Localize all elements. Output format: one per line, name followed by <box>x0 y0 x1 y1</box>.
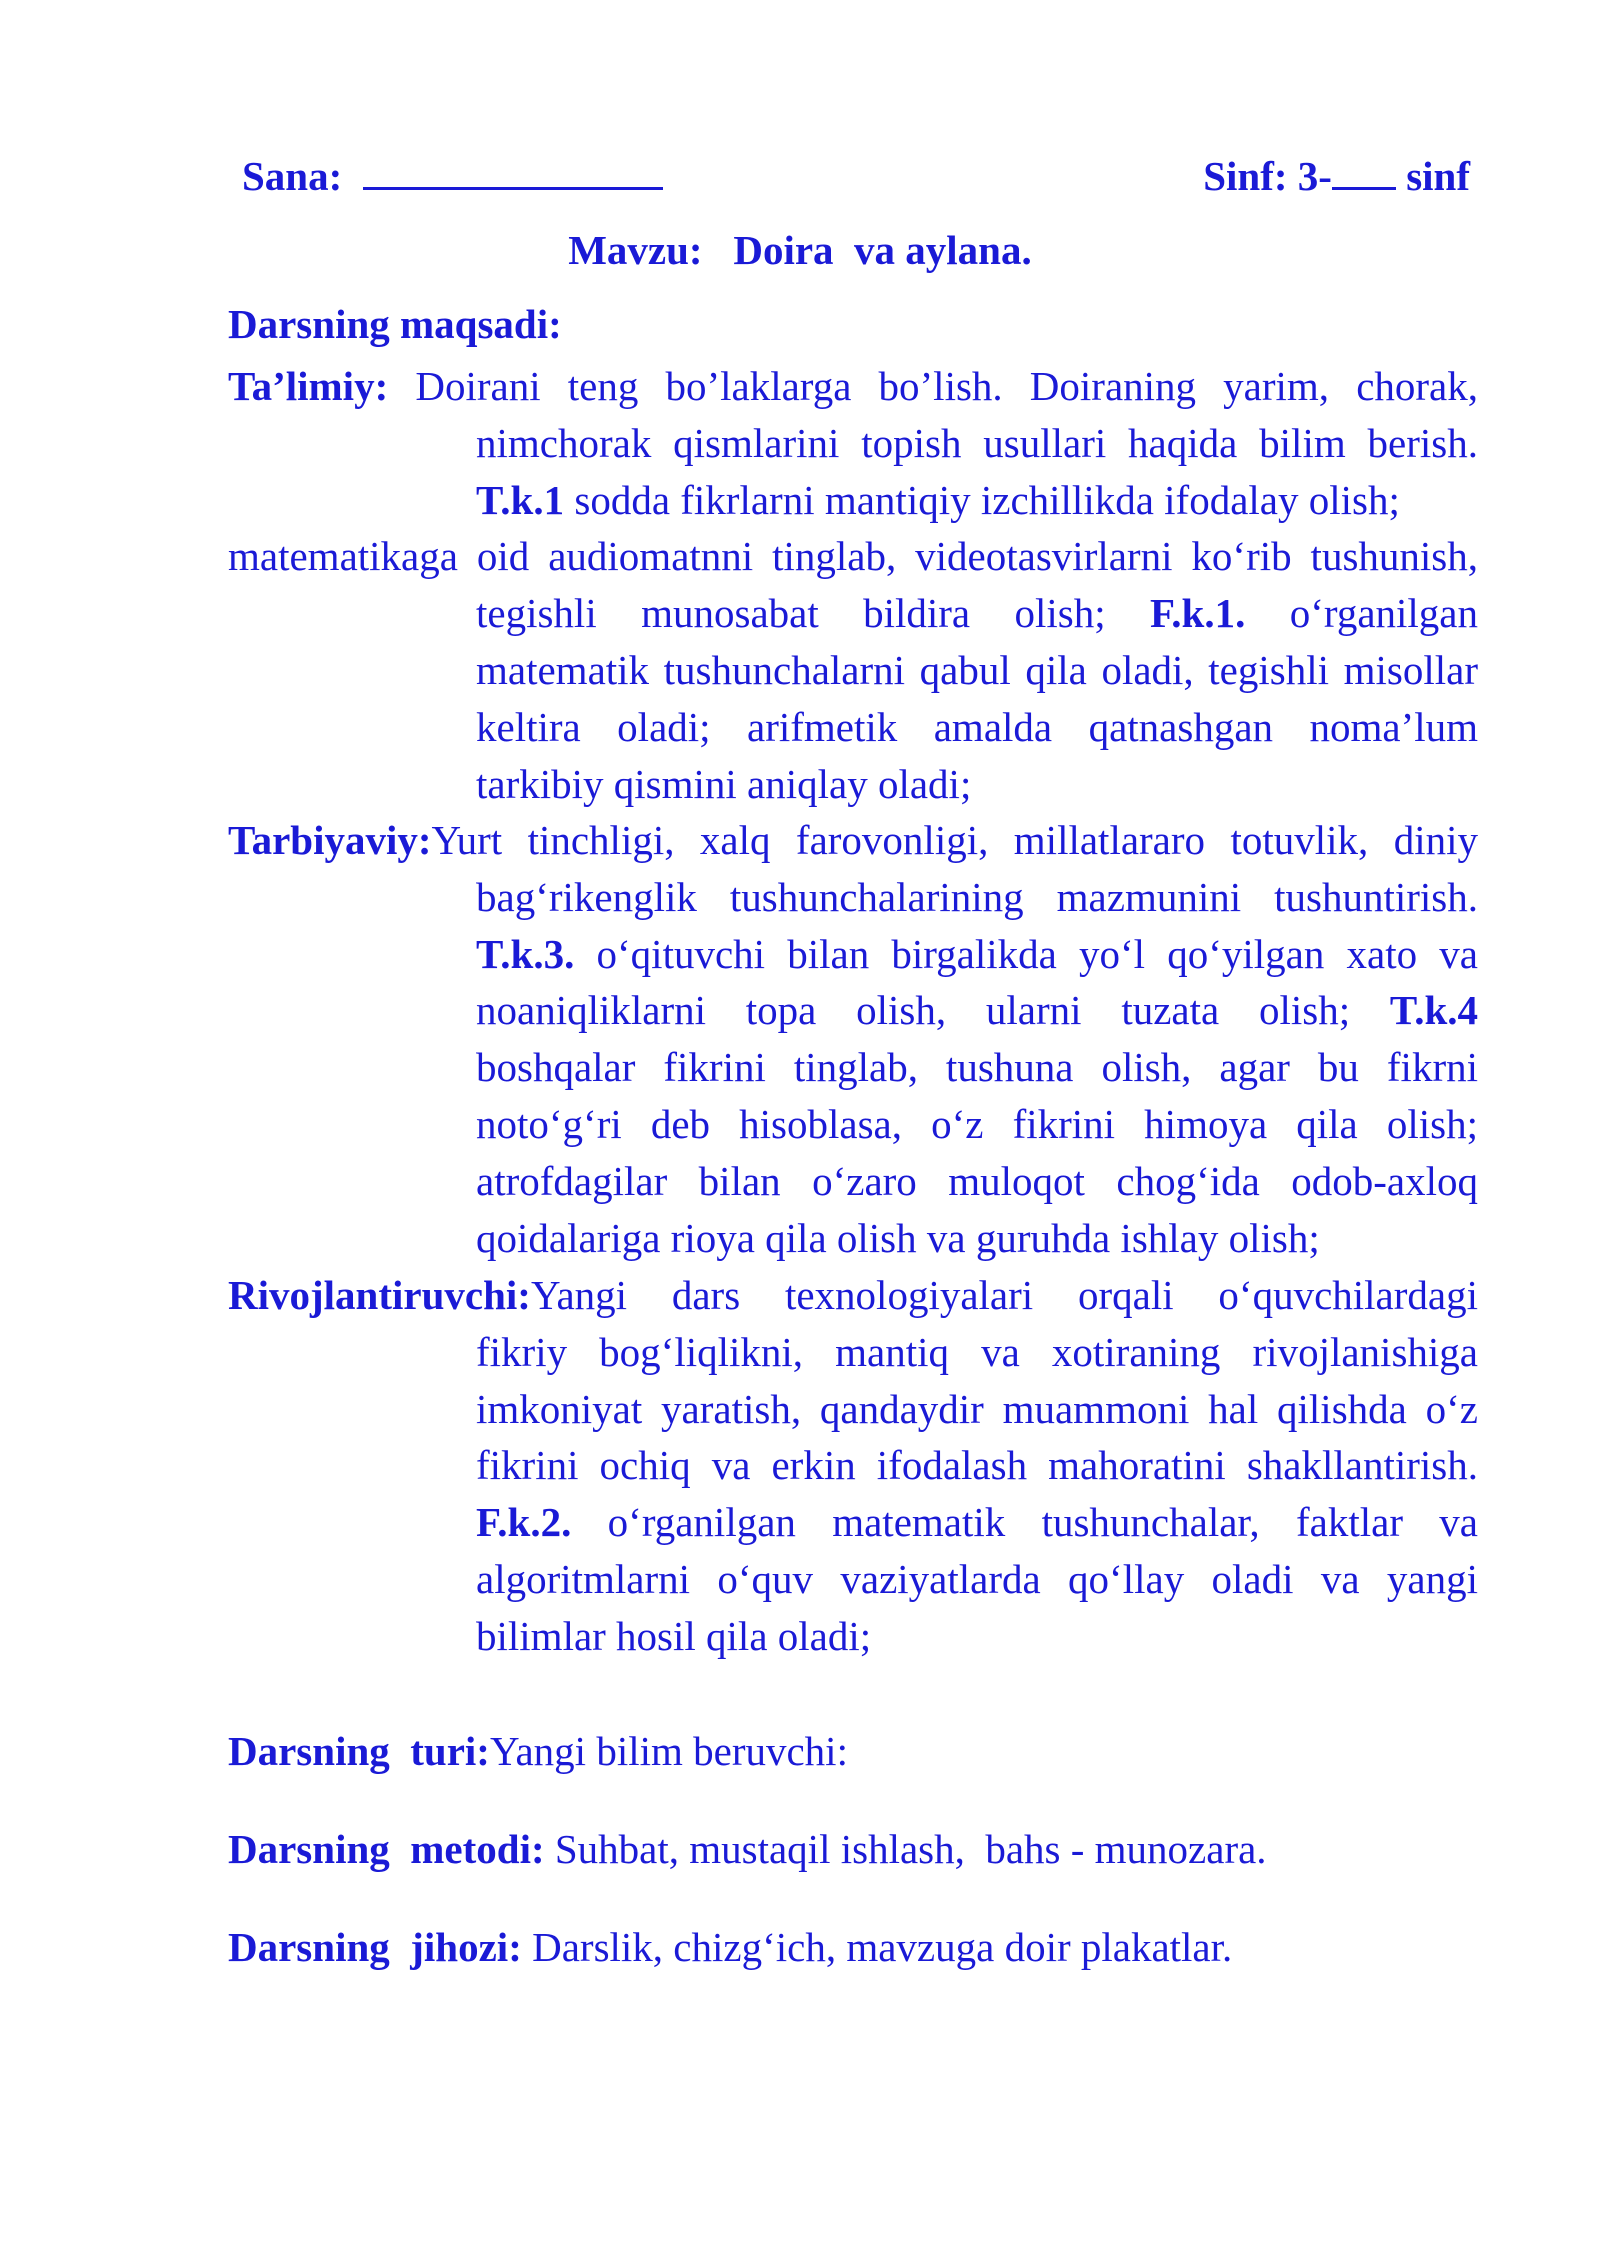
lesson-equipment-label: Darsning jihozi: <box>228 1924 522 1970</box>
educational-goal-full-line: matematikaga oid audiomatnni tinglab, videotasvirlarni ko‘rib tushunish, <box>228 533 1478 580</box>
educational-goal-line-b: matematik tushunchalarni qabul qila oladi, tegishli misollar <box>476 646 1478 693</box>
fk2-text: o‘rganilgan matematik tushunchalar, faktlar va <box>571 1499 1478 1546</box>
developmental-goal-label: Rivojlantiruvchi: <box>228 1272 531 1318</box>
developmental-goal-section <box>228 1267 1478 1665</box>
tk1-label: T.k.1 <box>476 476 565 523</box>
developmental-goal-line-4: fikrini ochiq va erkin ifodalash mahoratini shakllantirish. <box>476 1442 1478 1489</box>
developmental-goal-first: Yangi dars texnologiyalari orqali o‘quvchilardagi <box>530 1272 1478 1318</box>
educational-goal-line-1: Doirani teng bo’laklarga bo’lish. Doiraning yarim, chorak, <box>388 363 1478 409</box>
topic-text: Doira va aylana. <box>733 227 1032 273</box>
fk1-text: o‘rganilgan <box>1245 590 1478 637</box>
topic-heading <box>0 226 1600 274</box>
educational-goal-line-a: tegishli munosabat bildira olish; <box>476 590 1151 637</box>
developmental-goal-line-6: algoritmlarni o‘quv vaziyatlarda qo‘llay oladi va yangi <box>476 1555 1478 1602</box>
upbringing-goal-line-6: noto‘g‘ri deb hisoblasa, o‘z fikrini himoya qila olish; <box>476 1100 1478 1147</box>
class-blank <box>1332 157 1396 190</box>
upbringing-goal-first: Yurt tinchligi, xalq farovonligi, millatlararo totuvlik, diniy <box>431 817 1478 863</box>
tk1-text: sodda fikrlarni mantiqiy izchillikda ifodalay olish; <box>564 476 1400 523</box>
developmental-goal-line-7: bilimlar hosil qila oladi; <box>476 1612 872 1659</box>
class-field <box>1203 152 1470 200</box>
educational-goal-line-2: nimchorak qismlarini topish usullari haqida bilim berish. <box>476 419 1478 466</box>
upbringing-goal-section <box>228 812 1478 1266</box>
class-label-suffix: sinf <box>1406 153 1470 199</box>
fk2-label: F.k.2. <box>476 1499 572 1546</box>
topic-label: Mavzu: <box>568 227 703 273</box>
educational-goal-line-d: tarkibiy qismini aniqlay oladi; <box>476 760 972 807</box>
upbringing-goal-line-2: bag‘rikenglik tushunchalarining mazmunini tushuntirish. <box>476 873 1478 920</box>
lesson-method-text: Suhbat, mustaqil ishlash, bahs - munozara. <box>544 1826 1267 1872</box>
date-label: Sana: <box>242 153 343 199</box>
lesson-equipment-text: Darslik, chizg‘ich, mavzuga doir plakatlar. <box>521 1924 1233 1970</box>
fk1-label: F.k.1. <box>1150 590 1246 637</box>
upbringing-goal-line-8: qoidalariga rioya qila olish va guruhda ishlay olish; <box>476 1214 1320 1261</box>
lesson-type-text: Yangi bilim beruvchi: <box>489 1728 848 1774</box>
tk3-label: T.k.3. <box>476 930 575 977</box>
upbringing-goal-line-4: noaniqliklarni topa olish, ularni tuzata olish; <box>476 987 1390 1034</box>
upbringing-goal-label: Tarbiyaviy: <box>228 817 432 863</box>
upbringing-goal-line-7: atrofdagilar bilan o‘zaro muloqot chog‘ida odob-axloq <box>476 1157 1478 1204</box>
lesson-equipment-line <box>228 1923 1232 1971</box>
class-label-prefix: Sinf: 3- <box>1203 153 1332 199</box>
lesson-goals-title: Darsning maqsadi: <box>228 301 562 347</box>
educational-goal-line-c: keltira oladi; arifmetik amalda qatnashgan noma’lum <box>476 703 1478 750</box>
date-field <box>242 152 663 200</box>
developmental-goal-line-3: imkoniyat yaratish, qandaydir muammoni hal qilishda o‘z <box>476 1385 1478 1432</box>
date-blank <box>363 157 663 190</box>
developmental-goal-line-2: fikriy bog‘liqlikni, mantiq va xotiraning rivojlanishiga <box>476 1328 1478 1375</box>
lesson-type-label: Darsning turi: <box>228 1728 490 1774</box>
lesson-method-label: Darsning metodi: <box>228 1826 545 1872</box>
lesson-method-line <box>228 1825 1267 1873</box>
tk4-label: T.k.4 <box>1389 987 1478 1034</box>
lesson-type-line <box>228 1727 848 1775</box>
educational-goal-section <box>228 358 1478 812</box>
upbringing-goal-line-5: boshqalar fikrini tinglab, tushuna olish, agar bu fikrni <box>476 1044 1478 1091</box>
educational-goal-label: Ta’limiy: <box>228 363 389 409</box>
tk3-text: o‘qituvchi bilan birgalikda yo‘l qo‘yilgan xato va <box>574 930 1478 977</box>
